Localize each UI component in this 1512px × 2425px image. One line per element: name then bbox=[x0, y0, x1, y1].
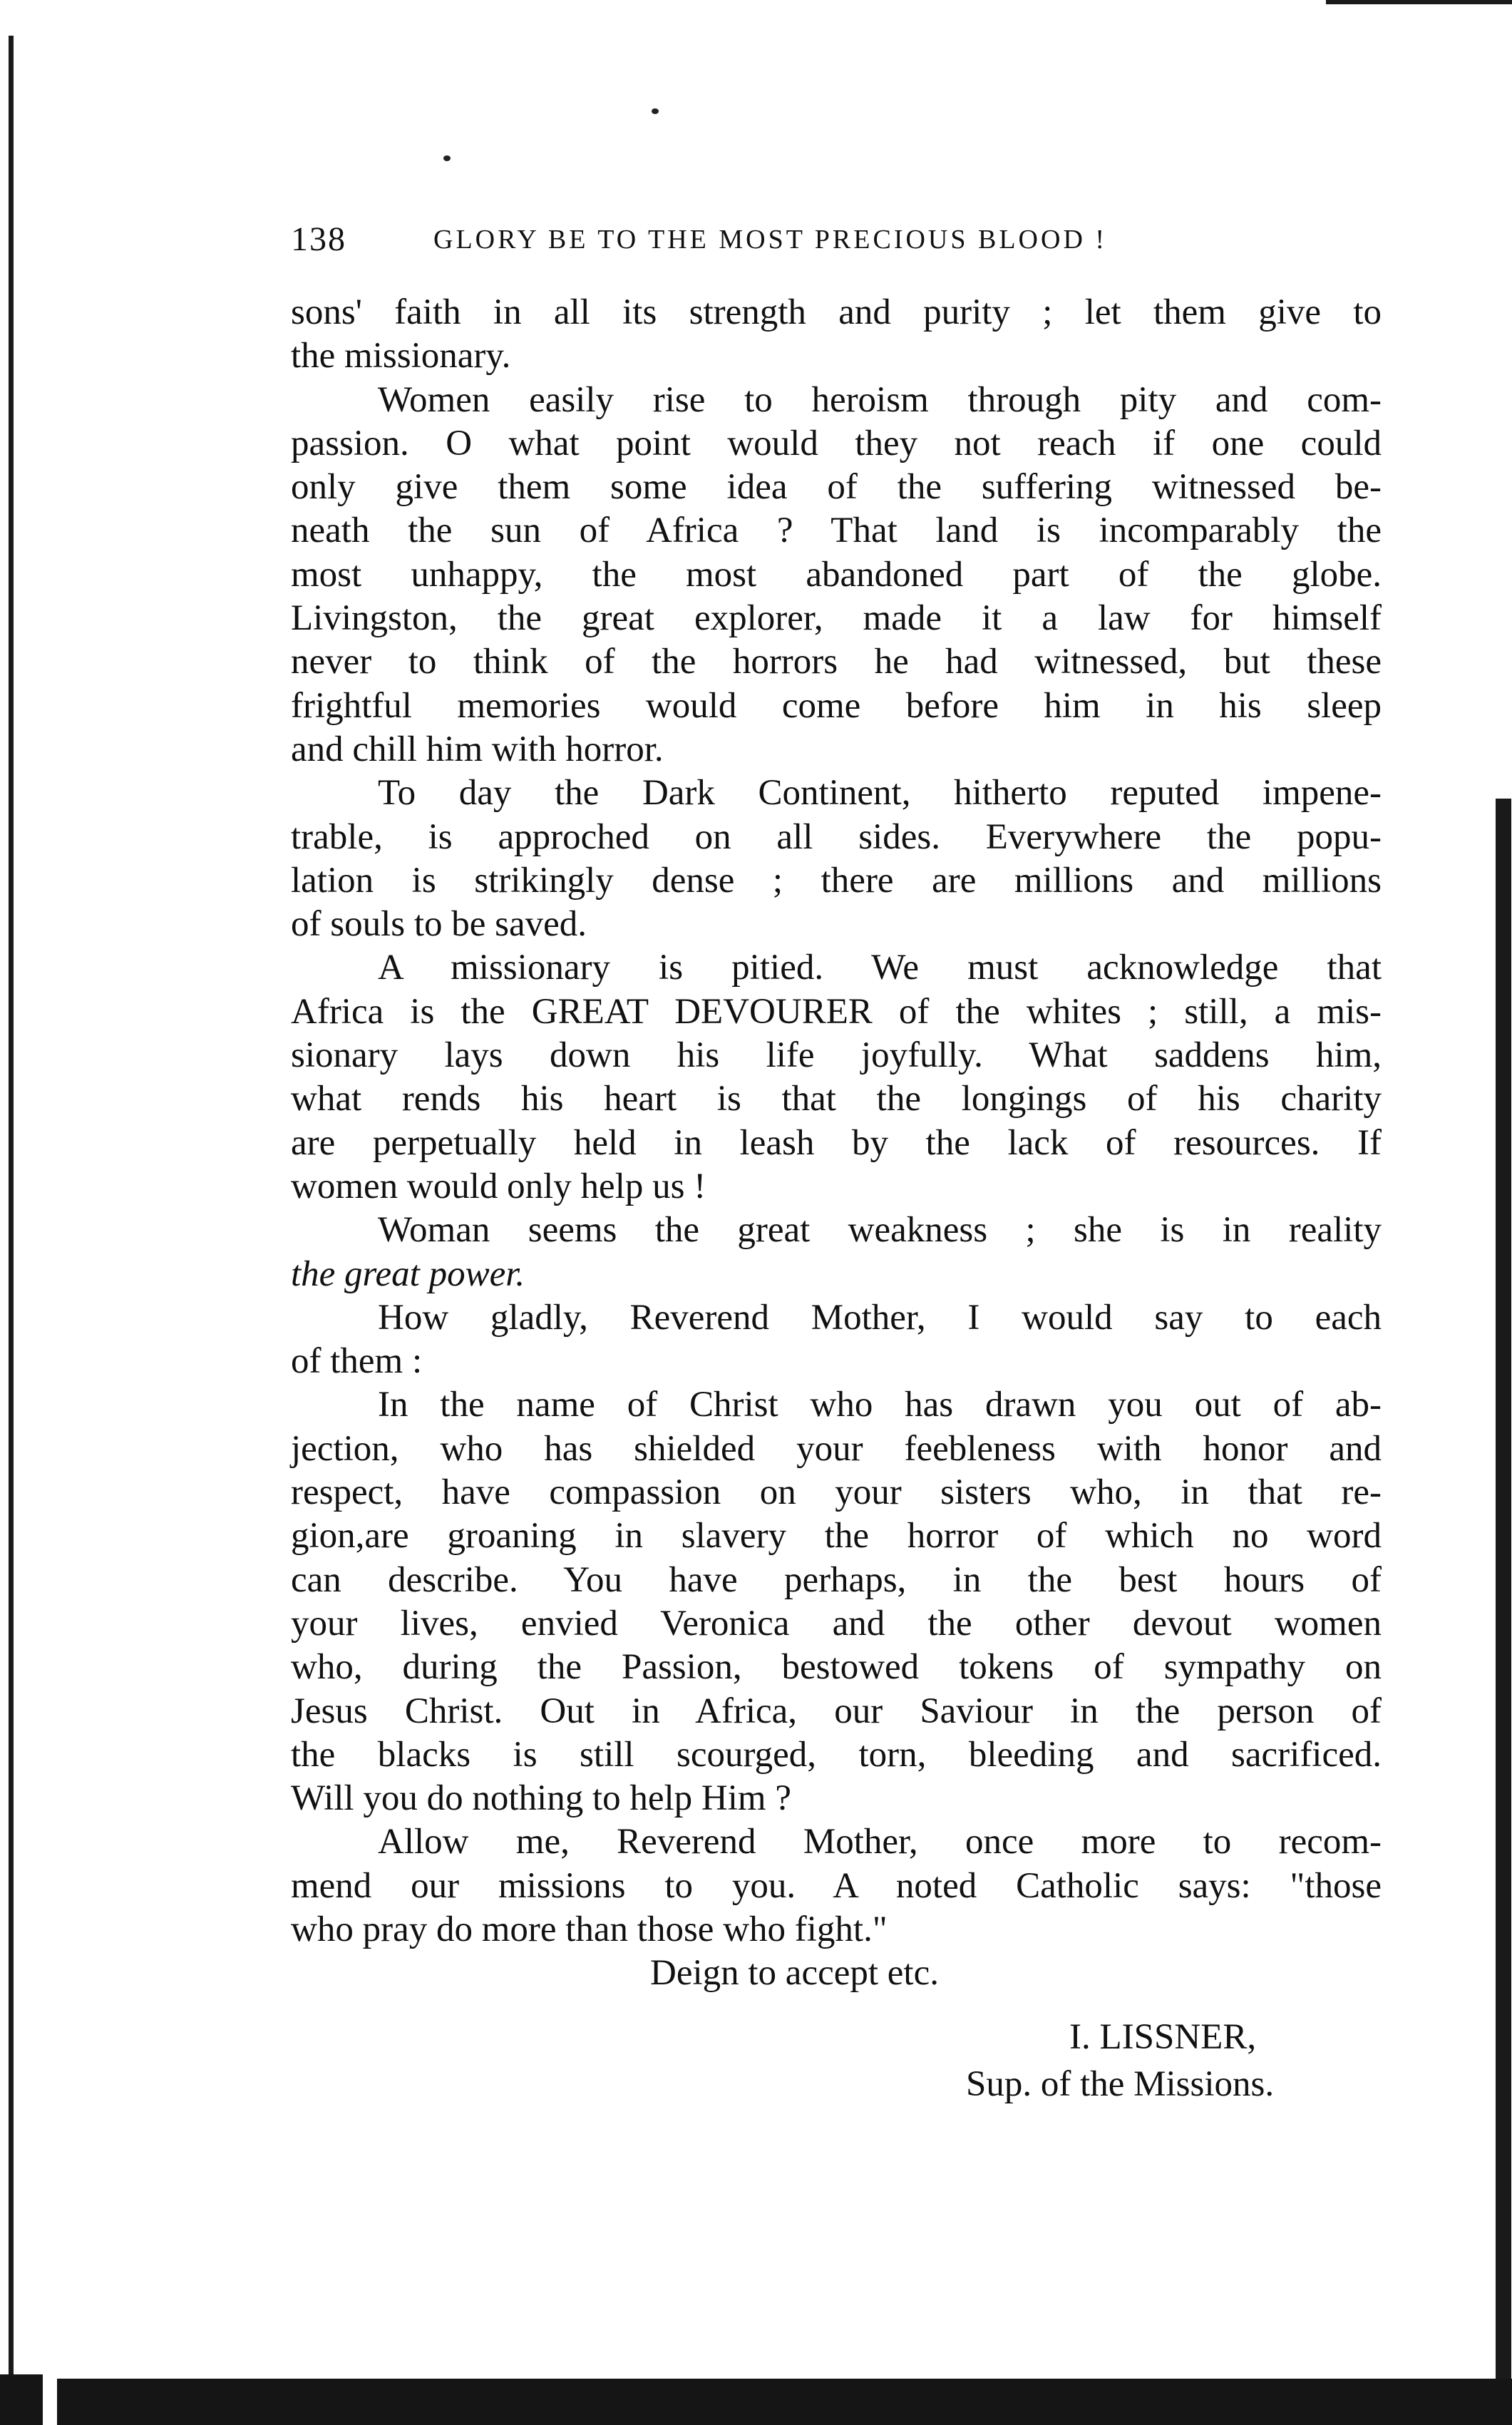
text-line: Livingston, the great explorer, made it a law for himself bbox=[291, 598, 1382, 639]
bottom-edge-shadow bbox=[57, 2379, 1512, 2425]
signature-name: I. LISSNER, bbox=[1069, 2017, 1257, 2057]
text-line: lation is strikingly dense ; there are millions and millions bbox=[291, 860, 1382, 901]
page-header bbox=[291, 220, 1403, 270]
text-line: frightful memories would come before him in his sleep bbox=[291, 685, 1382, 726]
text-line: trable, is approched on all sides. Everywhere the popu- bbox=[291, 816, 1382, 857]
text-line: Woman seems the great weakness ; she is in reality bbox=[378, 1210, 1382, 1251]
text-line: only give them some idea of the suffering witnessed be- bbox=[291, 467, 1382, 508]
text-line: A missionary is pitied. We must acknowledge that bbox=[378, 948, 1382, 988]
text-line: can describe. You have perhaps, in the best hours of bbox=[291, 1559, 1382, 1600]
text-line: of souls to be saved. bbox=[291, 904, 587, 945]
text-line: Jesus Christ. Out in Africa, our Saviour in the person of bbox=[291, 1691, 1382, 1731]
text-line: what rends his heart is that the longings of his charity bbox=[291, 1079, 1382, 1119]
signature-title: Sup. of the Missions. bbox=[966, 2064, 1275, 2104]
text-line: Africa is the GREAT DEVOURER of the whites ; still, a mis- bbox=[291, 991, 1382, 1032]
page-number: 138 bbox=[291, 220, 346, 258]
text-line: Women easily rise to heroism through pity and com- bbox=[378, 379, 1382, 420]
text-line: of them : bbox=[291, 1341, 423, 1382]
text-line: neath the sun of Africa ? That land is incomparably the bbox=[291, 511, 1382, 551]
text-line: sionary lays down his life joyfully. What saddens him, bbox=[291, 1035, 1382, 1076]
text-line: who pray do more than those who fight." bbox=[291, 1909, 888, 1949]
right-edge-shadow bbox=[1496, 799, 1511, 2425]
text-line: sons' faith in all its strength and purity ; let them give to bbox=[291, 292, 1382, 332]
text-line: never to think of the horrors he had witnessed, but these bbox=[291, 642, 1382, 682]
text-line: gion,are groaning in slavery the horror of which no word bbox=[291, 1516, 1382, 1557]
running-head: GLORY BE TO THE MOST PRECIOUS BLOOD ! bbox=[433, 225, 1108, 255]
top-edge-shadow bbox=[1326, 0, 1512, 4]
text-line: are perpetually held in leash by the lack of resources. If bbox=[291, 1122, 1382, 1163]
text-line: the missionary. bbox=[291, 336, 511, 376]
text-line: women would only help us ! bbox=[291, 1166, 706, 1206]
text-line: respect, have compassion on your sisters who, in that re- bbox=[291, 1472, 1382, 1513]
text-line: jection, who has shielded your feebleness with honor and bbox=[291, 1428, 1382, 1469]
text-line: your lives, envied Veronica and the other devout women bbox=[291, 1603, 1382, 1644]
text-line: the great power. bbox=[291, 1253, 525, 1294]
closing-formula: Deign to accept etc. bbox=[650, 1953, 939, 1993]
text-line: and chill him with horror. bbox=[291, 729, 664, 769]
text-line: To day the Dark Continent, hitherto reputed impene- bbox=[378, 773, 1382, 814]
text-line: passion. O what point would they not reach if one could bbox=[291, 423, 1382, 463]
body-text bbox=[291, 291, 1382, 1952]
text-line: In the name of Christ who has drawn you out of ab- bbox=[378, 1385, 1382, 1425]
text-line: How gladly, Reverend Mother, I would say to each bbox=[378, 1297, 1382, 1338]
text-line: mend our missions to you. A noted Catholic says: "those bbox=[291, 1865, 1382, 1906]
ink-speck bbox=[652, 108, 659, 114]
text-line: most unhappy, the most abandoned part of the globe. bbox=[291, 554, 1382, 595]
text-line: the blacks is still scourged, torn, bleeding and sacrificed. bbox=[291, 1734, 1382, 1775]
bottom-left-shadow bbox=[0, 2374, 43, 2425]
text-line: Will you do nothing to help Him ? bbox=[291, 1778, 791, 1819]
text-line: Allow me, Reverend Mother, once more to recom- bbox=[378, 1822, 1382, 1862]
ink-speck bbox=[443, 155, 451, 161]
text-line: who, during the Passion, bestowed tokens of sympathy on bbox=[291, 1647, 1382, 1688]
closing-block bbox=[0, 1943, 1512, 2114]
